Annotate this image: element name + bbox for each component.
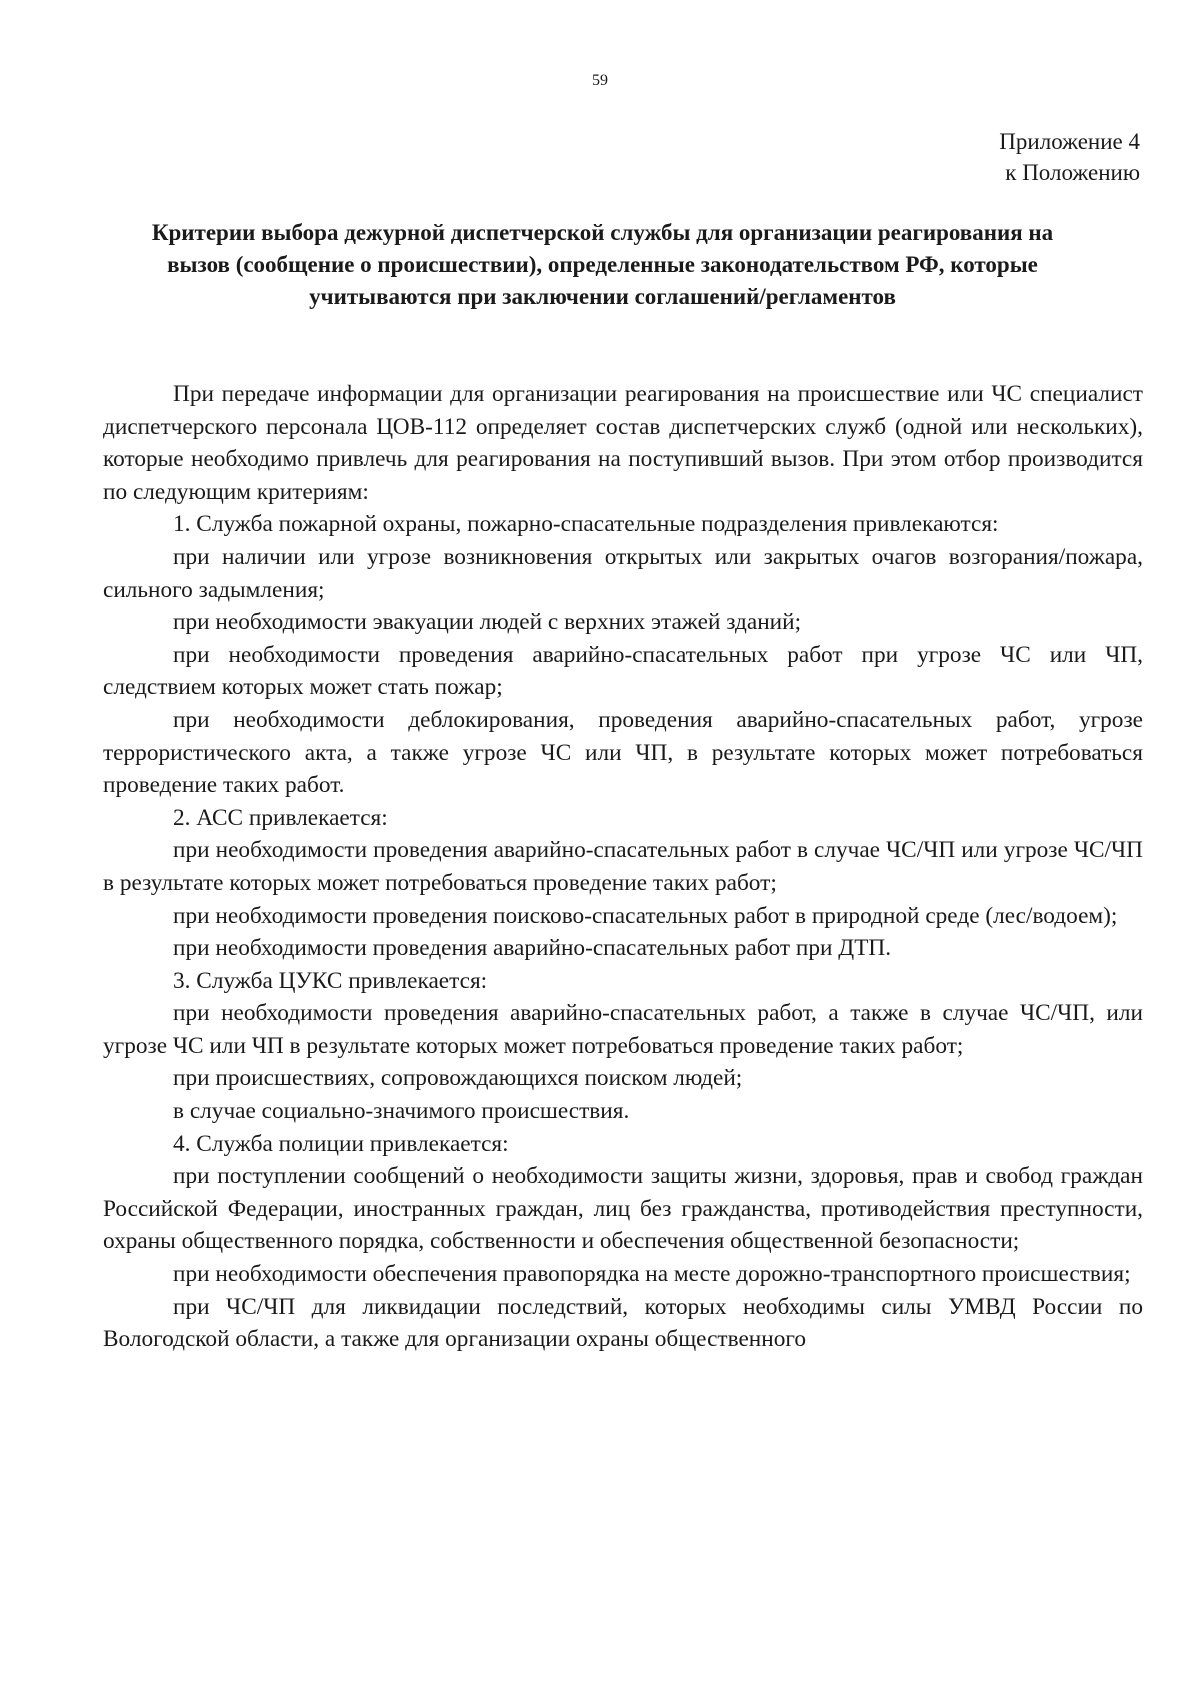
paragraph: при необходимости обеспечения правопорядка на месте дорожно-транспортного происшествия; <box>173 1261 1131 1288</box>
document-body <box>103 378 1143 1356</box>
appendix-reference <box>999 126 1140 188</box>
paragraph: при необходимости проведения аварийно-спасательных работ при ДТП. <box>173 935 892 962</box>
paragraph: при необходимости проведения поисково-спасательных работ в природной среде (лес/водоем); <box>173 902 1118 929</box>
paragraph: при необходимости проведения аварийно-спасательных работ, а также в случае ЧС/ЧП, или угрозе ЧС или ЧП в результате которых может потребоваться проведение таких работ; <box>103 1000 1143 1059</box>
paragraph: При передаче информации для организации реагирования на происшествие или ЧС специалист диспетчерского персонала ЦОВ-112 определяет состав диспетчерских служб (одной или нескольких), которые необходимо привлечь для реагирования на поступивший вызов. При этом отбор производится по следующим критериям: <box>103 381 1143 505</box>
paragraph: при поступлении сообщений о необходимости защиты жизни, здоровья, прав и свобод граждан Российской Федерации, иностранных граждан, лиц без гражданства, противодействия преступности, охраны общественного порядка, собственности и обеспечения общественной безопасности; <box>103 1163 1143 1255</box>
paragraph: 3. Служба ЦУКС привлекается: <box>173 967 488 994</box>
paragraph: при ЧС/ЧП для ликвидации последствий, которых необходимы силы УМВД России по Вологодской области, а также для организации охраны общественного <box>103 1293 1143 1353</box>
page-number: 59 <box>592 72 608 89</box>
appendix-line: Приложение 4 <box>999 129 1140 154</box>
paragraph: при происшествиях, сопровождающихся поиском людей; <box>173 1065 743 1092</box>
paragraph: при необходимости деблокирования, проведения аварийно-спасательных работ, угрозе террористического акта, а также угрозе ЧС или ЧП, в результате которых может потребоваться проведение таких работ. <box>103 706 1143 799</box>
paragraph: при наличии или угрозе возникновения открытых или закрытых очагов возгорания/пожара, сильного задымления; <box>103 543 1143 603</box>
paragraph: при необходимости проведения аварийно-спасательных работ при угрозе ЧС или ЧП, следствием которых может стать пожар; <box>103 641 1143 701</box>
paragraph: 4. Служба полиции привлекается: <box>173 1130 509 1157</box>
paragraph: при необходимости проведения аварийно-спасательных работ в случае ЧС/ЧП или угрозе ЧС/ЧП в результате которых может потребоваться проведение таких работ; <box>103 837 1143 896</box>
paragraph: 1. Служба пожарной охраны, пожарно-спасательные подразделения привлекаются: <box>173 511 999 538</box>
paragraph: в случае социально-значимого происшествия. <box>173 1098 630 1125</box>
paragraph: при необходимости эвакуации людей с верхних этажей зданий; <box>173 609 802 636</box>
document-title: Критерии выбора дежурной диспетчерской службы для организации реагирования на вызов (сообщение о происшествии), определенные законодательством РФ, которые учитываются при заключении соглашений/регламентов <box>151 220 1054 309</box>
paragraph: 2. АСС привлекается: <box>173 804 388 831</box>
appendix-line: к Положению <box>1005 160 1140 185</box>
